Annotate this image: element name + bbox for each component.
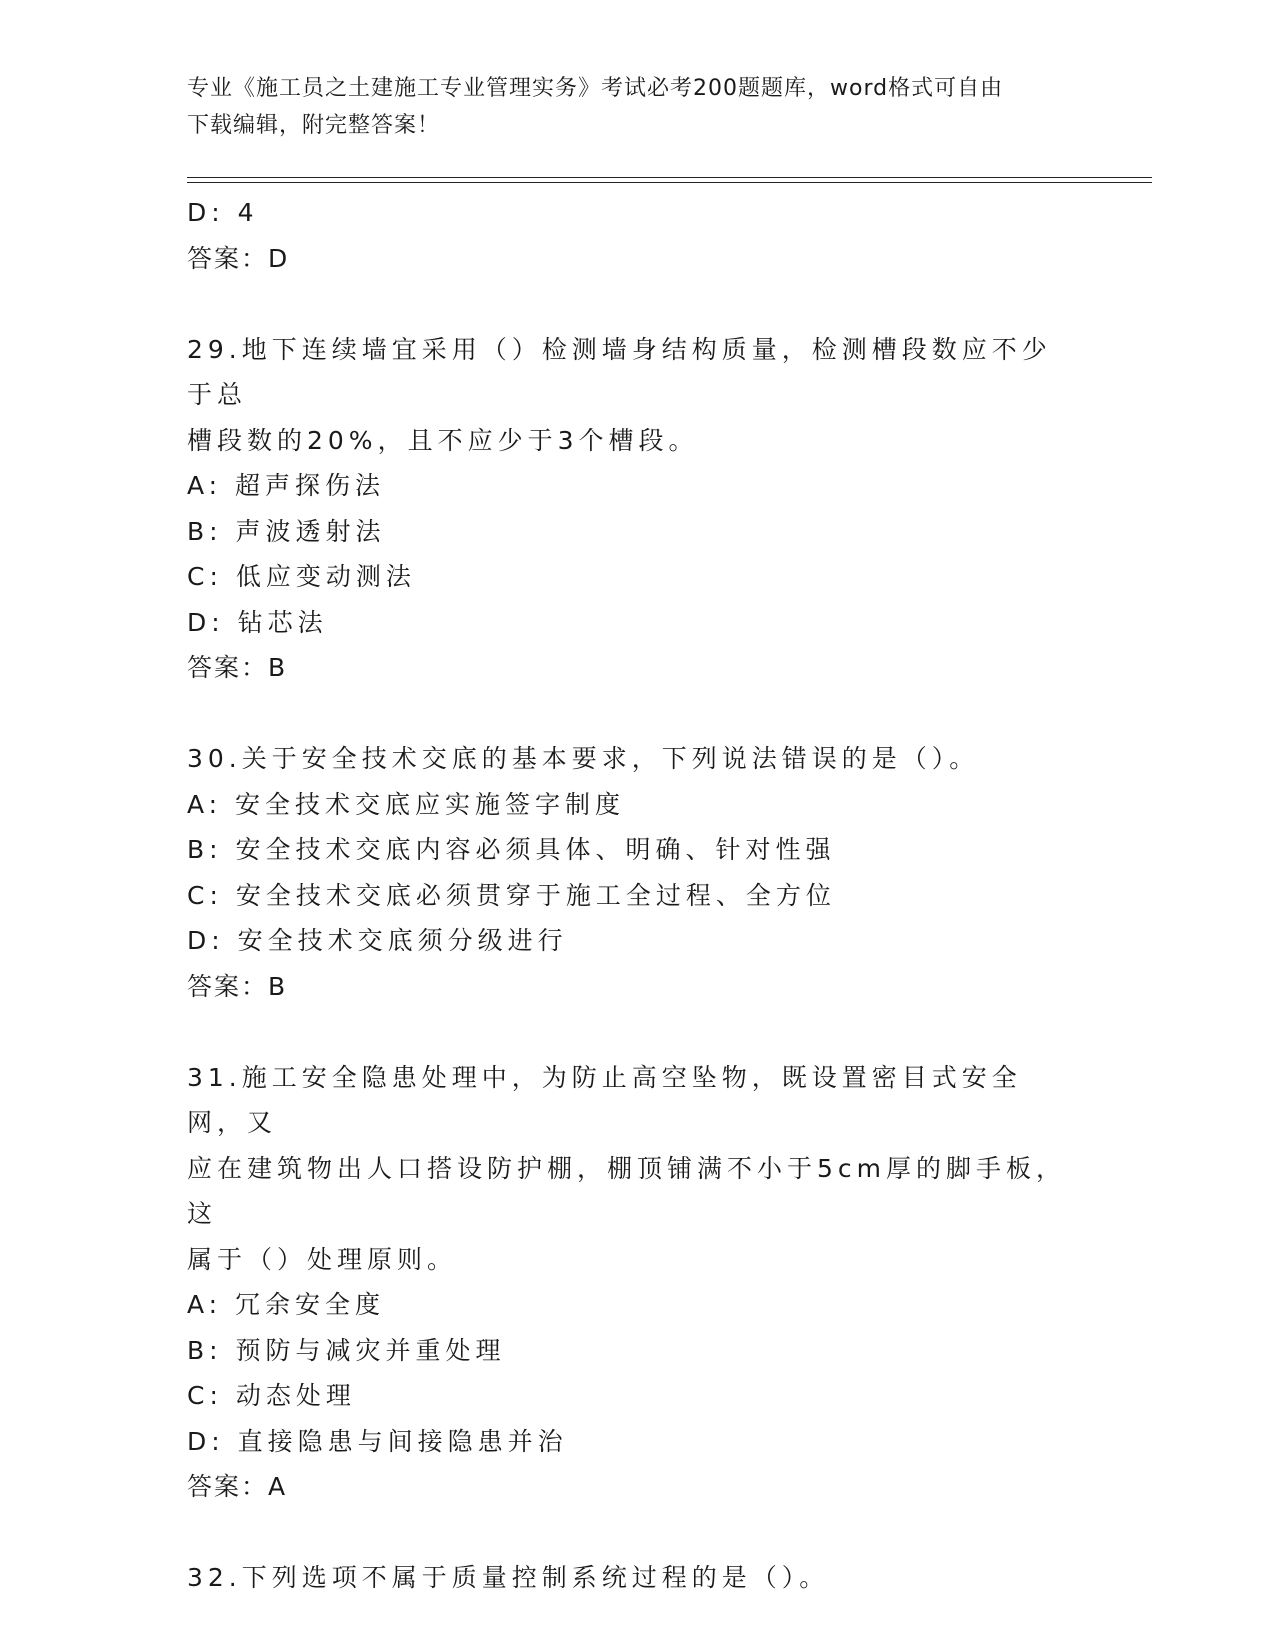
question-text: 32.下列选项不属于质量控制系统过程的是（）。 <box>187 1563 830 1592</box>
answer: 答案：B <box>187 653 288 682</box>
document-header <box>187 70 1087 144</box>
answer: 答案：A <box>187 1472 288 1501</box>
option-c: C: 安全技术交底必须贯穿于施工全过程、全方位 <box>187 880 836 910</box>
question-text: 29.地下连续墙宜采用（）检测墙身结构质量，检测槽段数应不少于总 <box>187 334 1052 409</box>
answer: 答案：B <box>187 971 288 1001</box>
header-divider-bottom <box>187 182 1152 183</box>
option-d: D: 钻芯法 <box>187 607 328 637</box>
document-body <box>187 190 1087 1601</box>
question-text: 30.关于安全技术交底的基本要求，下列说法错误的是（）。 <box>187 744 980 773</box>
question-32 <box>187 1555 1087 1601</box>
option-b: B: 声波透射法 <box>187 516 386 546</box>
header-line-2: 下载编辑，附完整答案！ <box>187 113 441 138</box>
option-b: B: 预防与减灾并重处理 <box>187 1335 506 1365</box>
question-text: 槽段数的20%，且不应少于3个槽段。 <box>187 425 699 455</box>
option-d: D: 安全技术交底须分级进行 <box>187 926 568 955</box>
option-d: D: 4 <box>187 198 259 227</box>
option-a: A: 冗余安全度 <box>187 1290 386 1319</box>
header-line-1: 专业《施工员之土建施工专业管理实务》考试必考200题题库，word格式可自由 <box>187 76 1004 101</box>
option-a: A: 超声探伤法 <box>187 471 386 500</box>
option-c: C: 动态处理 <box>187 1381 356 1410</box>
question-30 <box>187 736 1087 1009</box>
option-b: B: 安全技术交底内容必须具体、明确、针对性强 <box>187 835 836 864</box>
question-text: 属于（）处理原则。 <box>187 1244 458 1274</box>
question-29 <box>187 327 1087 691</box>
answer: 答案：D <box>187 243 290 273</box>
question-text: 31.施工安全隐患处理中，为防止高空坠物，既设置密目式安全网，又 <box>187 1062 1022 1137</box>
header-divider-top <box>187 177 1152 178</box>
option-c: C: 低应变动测法 <box>187 562 416 591</box>
option-a: A: 安全技术交底应实施签字制度 <box>187 789 626 819</box>
question-text: 应在建筑物出人口搭设防护棚，棚顶铺满不小于5cm厚的脚手板，这 <box>187 1153 1067 1228</box>
question-31 <box>187 1055 1087 1510</box>
option-d: D: 直接隐患与间接隐患并治 <box>187 1426 568 1456</box>
